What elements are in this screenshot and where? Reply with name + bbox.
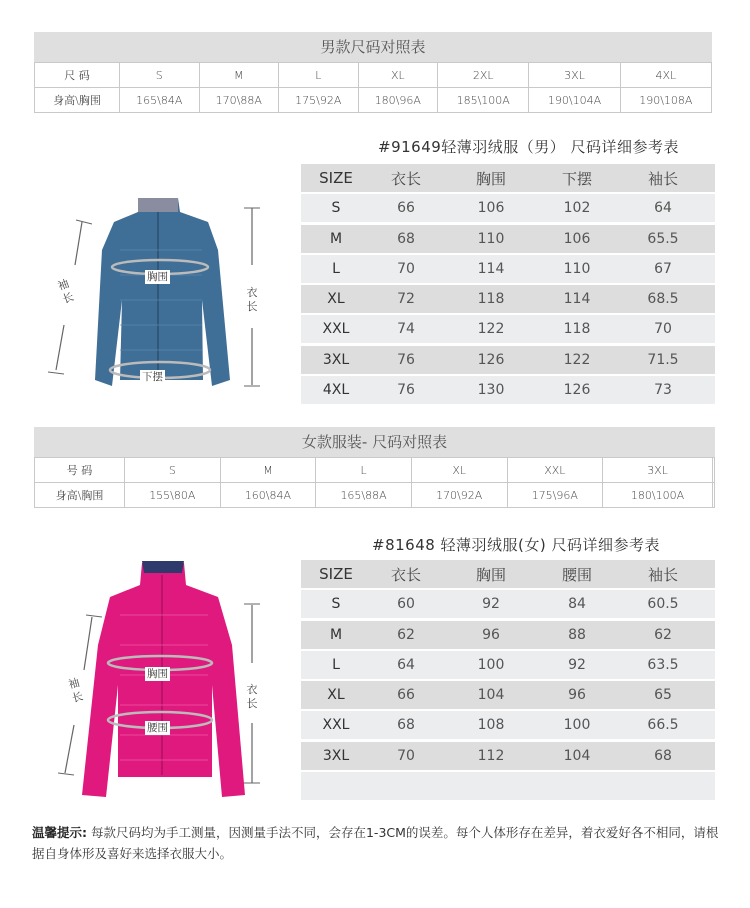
women-jacket-figure [40, 555, 280, 805]
length-label: 衣长 [246, 683, 258, 710]
table-row: 身高\胸围 165\84A 170\88A 175\92A 180\96A 185\100A 190\104A 190\108A [35, 88, 712, 113]
table-row-empty [301, 772, 715, 800]
table-row: 身高\胸围 155\80A 160\84A 165\88A 170\92A 175\96A 180\100A [35, 483, 715, 508]
sizing-note [32, 822, 722, 864]
table-row: L 70 114 110 67 [301, 255, 715, 283]
men-reference-title: 男款尺码对照表 [34, 32, 712, 62]
men-jacket-figure [40, 190, 280, 400]
men-jacket-illustration-icon [40, 190, 280, 400]
chest-label: 胸围 [147, 668, 168, 680]
table-row: S 60 92 84 60.5 [301, 590, 715, 618]
table-row: 号 码 S M L XL XXL 3XL [35, 458, 715, 483]
women-reference-title: 女款服装- 尺码对照表 [34, 427, 715, 457]
table-header-row: SIZE 衣长 胸围 腰围 袖长 [301, 560, 715, 588]
sleeve-label: 袖长 [56, 276, 76, 307]
chest-label: 胸围 [147, 271, 168, 283]
table-row: 尺 码 S M L XL 2XL 3XL 4XL [35, 63, 712, 88]
table-row: S 66 106 102 64 [301, 194, 715, 222]
table-row: XL 66 104 96 65 [301, 681, 715, 709]
men-detail-title: #91649轻薄羽绒服（男） 尺码详细参考表 [378, 138, 680, 156]
table-header-row: SIZE 衣长 胸围 下摆 袖长 [301, 164, 715, 192]
waist-label: 腰围 [147, 722, 168, 734]
men-reference-table [34, 62, 712, 113]
table-row: M 68 110 106 65.5 [301, 225, 715, 253]
table-row: 3XL 76 126 122 71.5 [301, 346, 715, 374]
table-row: XXL 68 108 100 66.5 [301, 711, 715, 739]
table-row: M 62 96 88 62 [301, 621, 715, 649]
table-row: 4XL 76 130 126 73 [301, 376, 715, 404]
length-label: 衣长 [246, 286, 258, 313]
women-reference-table [34, 457, 715, 508]
note-text: 每款尺码均为手工测量，因测量手法不同，会存在1-3CM的误差。每个人体形存在差异，着衣爱好各不相同，请根据自身体形及喜好来选择衣服大小。 [32, 825, 719, 861]
table-row: 3XL 70 112 104 68 [301, 742, 715, 770]
women-detail-title: #81648 轻薄羽绒服(女) 尺码详细参考表 [372, 536, 661, 554]
table-row: XL 72 118 114 68.5 [301, 285, 715, 313]
table-row: L 64 100 92 63.5 [301, 651, 715, 679]
note-label: 温馨提示: [32, 825, 87, 840]
table-row: XXL 74 122 118 70 [301, 315, 715, 343]
women-detail-table [301, 560, 715, 802]
sleeve-label: 袖长 [67, 676, 85, 705]
men-detail-table [301, 164, 715, 406]
hem-label: 下摆 [142, 371, 163, 383]
